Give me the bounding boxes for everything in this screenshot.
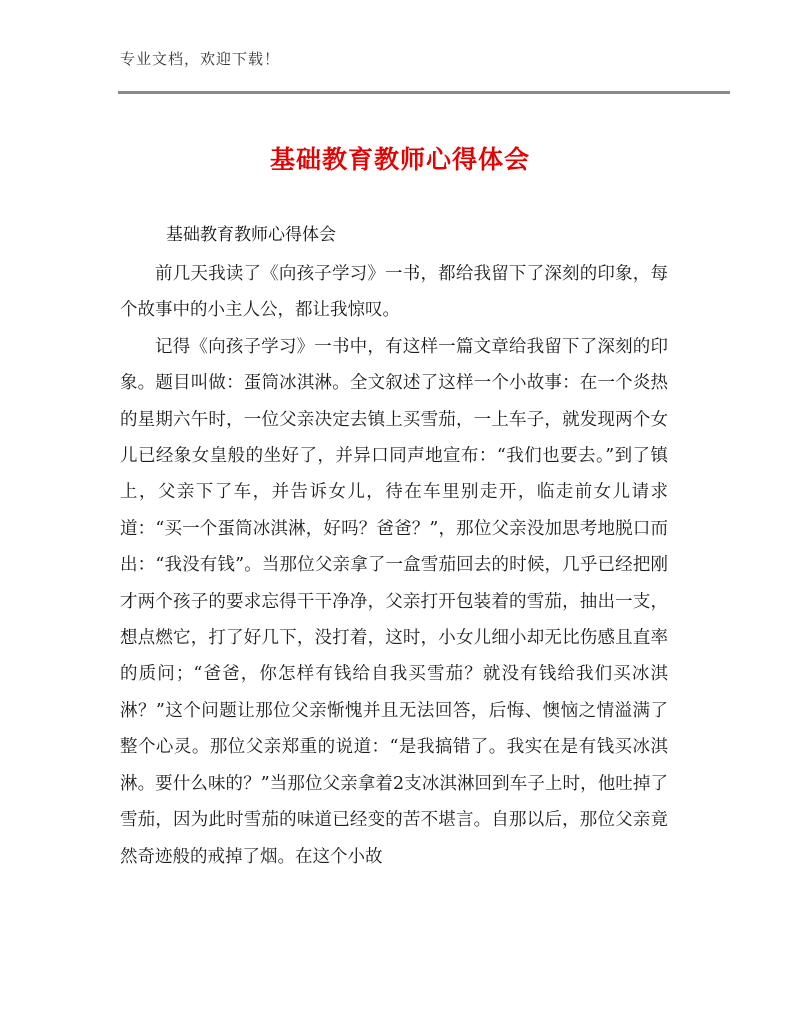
header-divider (118, 91, 730, 94)
document-subtitle: 基础教育教师心得体会 (166, 225, 336, 245)
document-title: 基础教育教师心得体会 (269, 145, 530, 174)
paragraph: 前几天我读了《向孩子学习》一书，都给我留下了深刻的印象，每个故事中的小主人公，都让我惊叹。 (120, 264, 668, 321)
paragraph: 记得《向孩子学习》一书中，有这样一篇文章给我留下了深刻的印象。题目叫做：蛋筒冰淇淋。全文叙述了这样一个小故事：在一个炎热的星期六午时，一位父亲决定去镇上买雪茄，一上车子，就发现两个女儿已经象女皇般的坐好了，并异口同声地宣布：“我们也要去。”到了镇上，父亲下了车，并告诉女儿，待在车里别走开，临走前女儿请求道：“买一个蛋筒冰淇淋，好吗？爸爸？”，那位父亲没加思考地脱口而出：“我没有钱”。当那位父亲拿了一盒雪茄回去的时候，几乎已经把刚才两个孩子的要求忘得干干净净，父亲打开包装着的雪茄，抽出一支，想点燃它，打了好几下，没打着，这时，小女儿细小却无比伤感且直率的质问；“爸爸，你怎样有钱给自我买雪茄？就没有钱给我们买冰淇淋？”这个问题让那位父亲惭愧并且无法回答，后悔、懊恼之情溢满了整个心灵。那位父亲郑重的说道：“是我搞错了。我实在是有钱买冰淇淋。要什么味的？”当那位父亲拿着2支冰淇淋回到车子上时，他吐掉了雪茄，因为此时雪茄的味道已经变的苦不堪言。自那以后，那位父亲竟然奇迹般的戒掉了烟。在这个小故 (120, 336, 668, 867)
body-text (120, 256, 668, 875)
header-text: 专业文档，欢迎下载！ (120, 50, 281, 68)
